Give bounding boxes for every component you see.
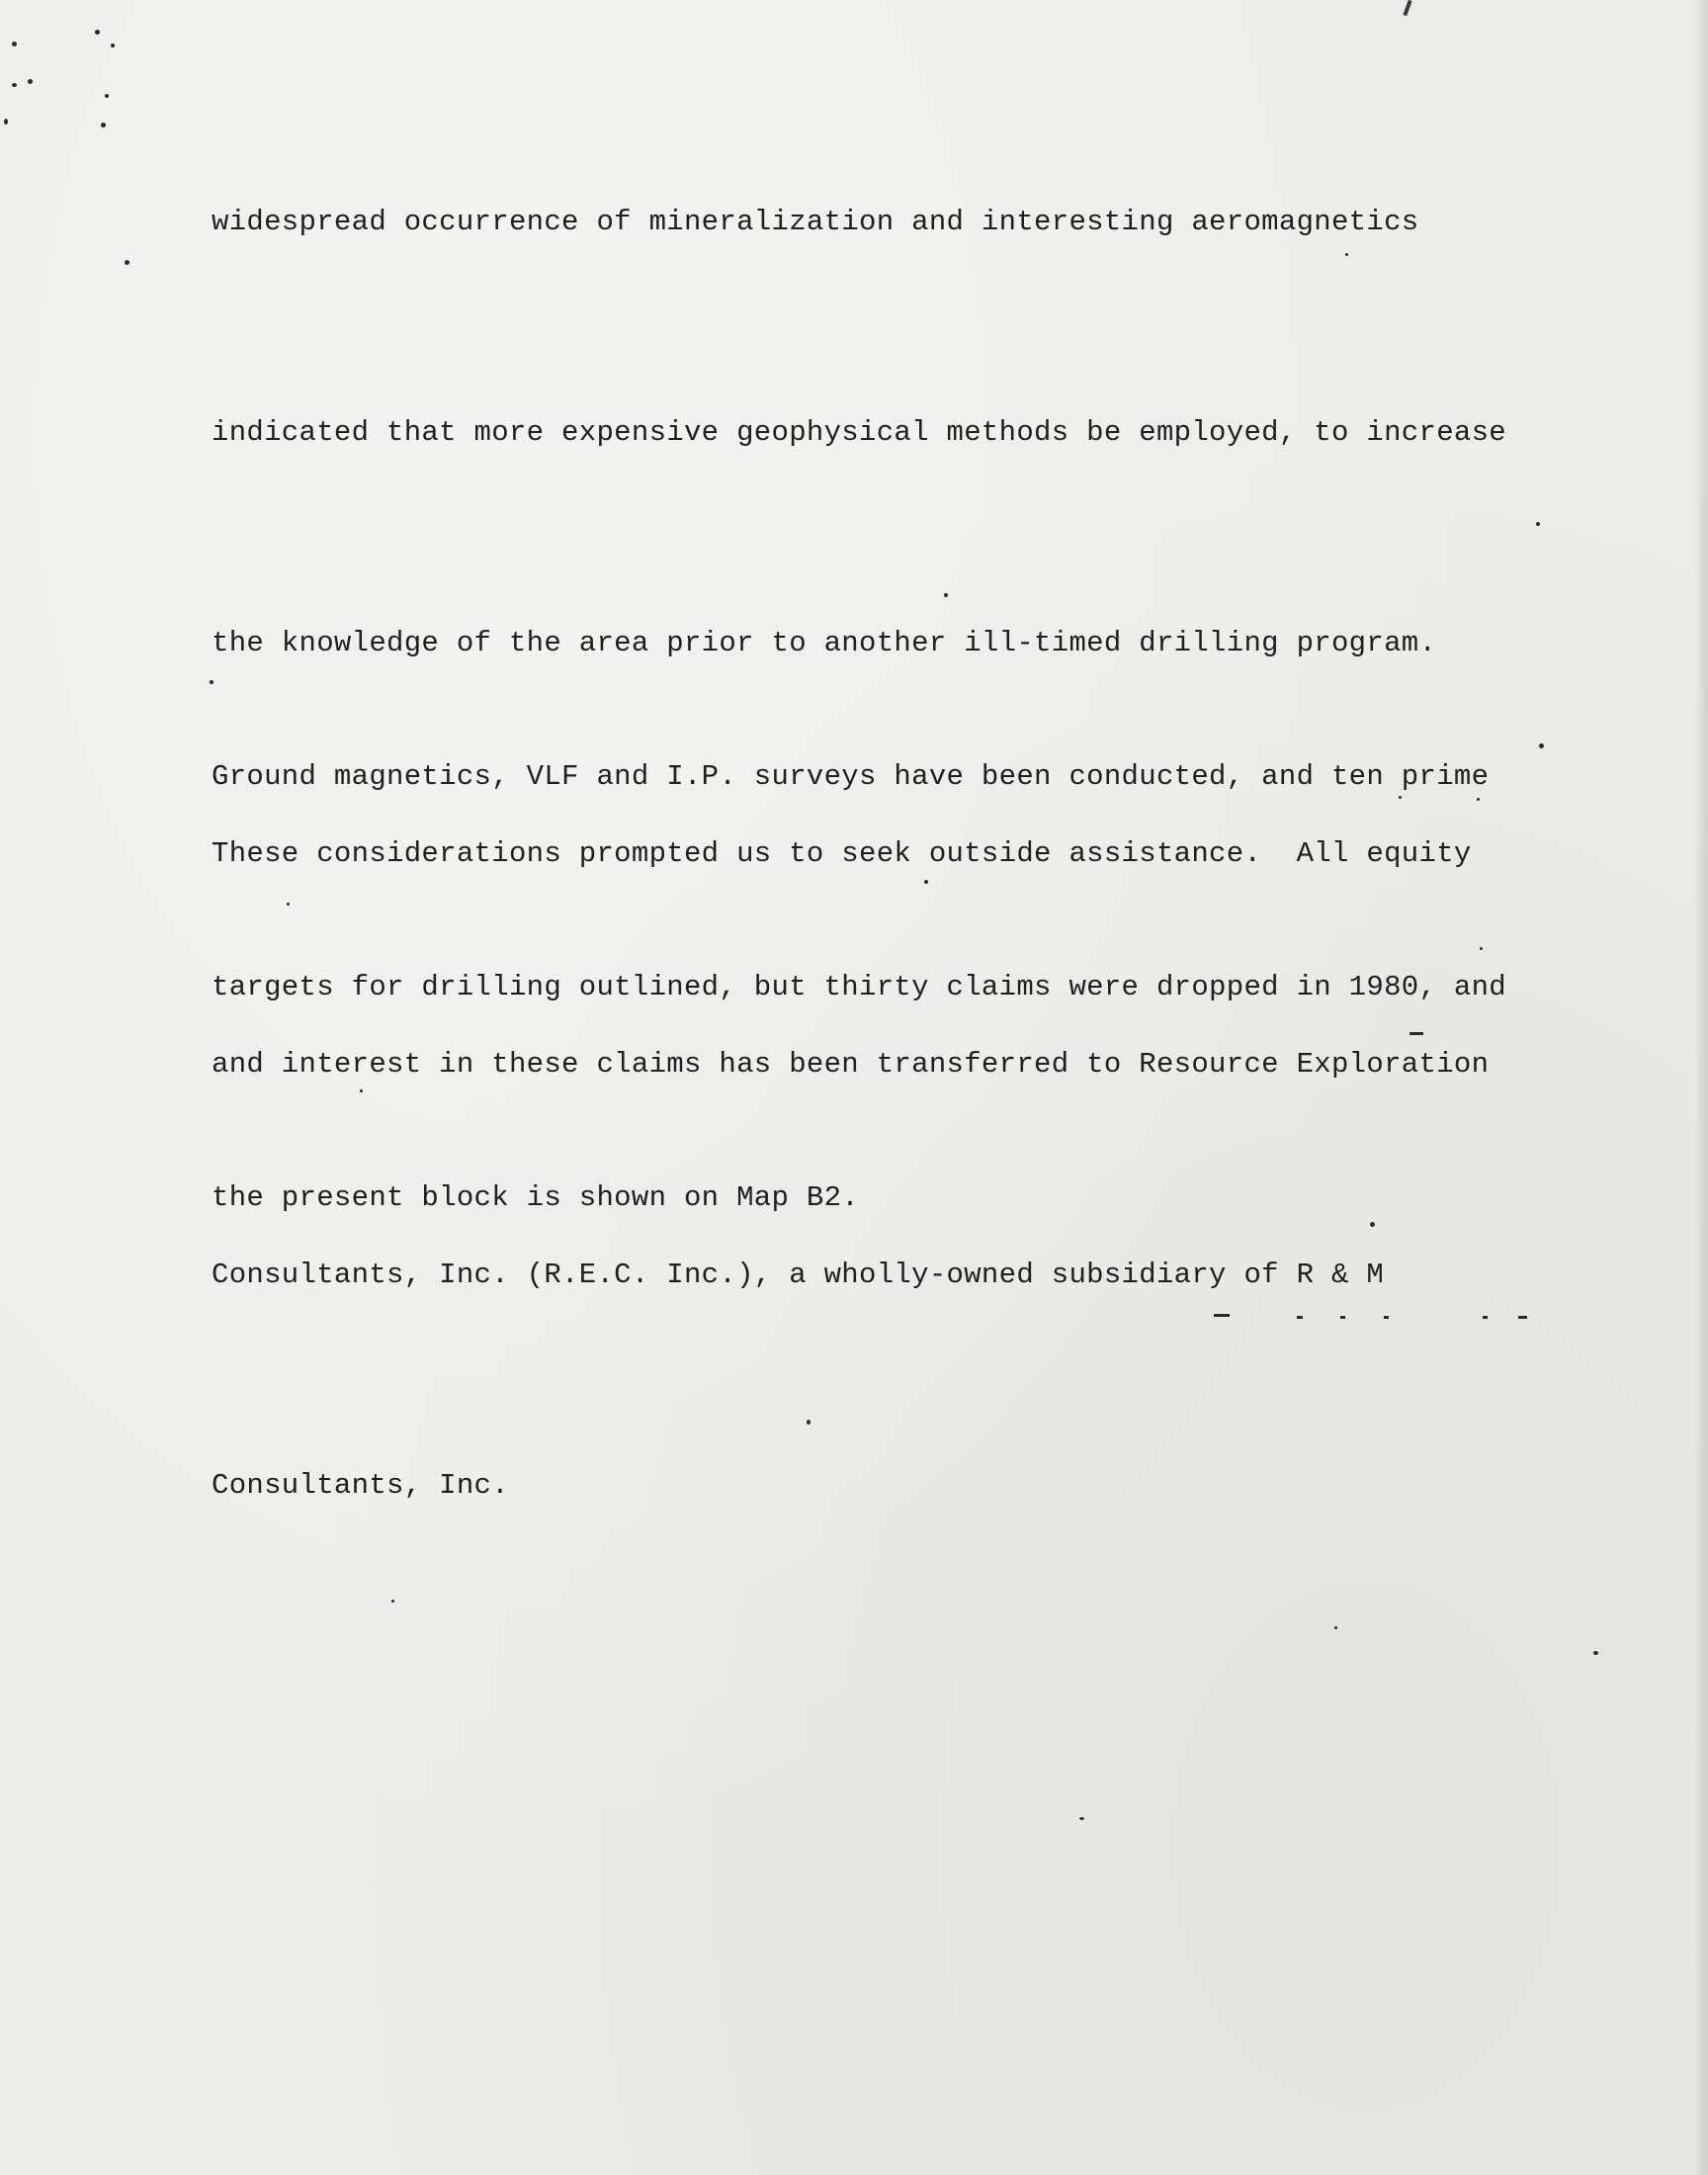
scan-dash: [1340, 1316, 1345, 1319]
scan-speck: [1370, 1222, 1375, 1227]
scan-speck: [1480, 947, 1483, 950]
page-corner-mark: [1403, 0, 1411, 16]
scan-edge-shadow: [1694, 0, 1708, 2175]
text-line: Consultants, Inc.: [212, 1469, 509, 1502]
scan-speck: [125, 260, 129, 265]
text-line: widespread occurrence of mineralization and interesting aeromagnetics: [212, 206, 1419, 238]
text-line: indicated that more expensive geophysical methods be employed, to increase: [212, 416, 1507, 449]
text-line: Consultants, Inc. (R.E.C. Inc.), a wholly-owned subsidiary of R & M: [212, 1259, 1385, 1291]
paragraph-surveys: [212, 601, 1645, 1373]
scan-speck: [924, 880, 928, 884]
scan-speck: [1539, 743, 1544, 748]
scan-dash: [1483, 1316, 1488, 1319]
scan-dash: [1214, 1314, 1230, 1317]
scan-speck: [1593, 1651, 1598, 1655]
text-line: These considerations prompted us to seek outside assistance. All equity: [212, 837, 1472, 870]
text-line: the knowledge of the area prior to another ill-timed drilling program.: [212, 627, 1437, 659]
scan-speck: [1477, 798, 1480, 801]
scan-speck: [95, 30, 100, 35]
scan-speck: [12, 83, 17, 87]
scan-speck: [4, 119, 8, 125]
scan-speck: [360, 1089, 363, 1092]
scan-speck: [101, 123, 106, 128]
scan-speck: [287, 903, 290, 906]
scan-dash: [1384, 1316, 1389, 1319]
scan-dash: [1518, 1316, 1527, 1319]
text-line: and interest in these claims has been transferred to Resource Exploration: [212, 1048, 1490, 1081]
scan-speck: [105, 94, 109, 98]
text-line: the present block is shown on Map B2.: [212, 1181, 860, 1214]
scan-speck: [1536, 522, 1540, 526]
scan-dash: [1297, 1316, 1303, 1319]
scan-speck: [391, 1600, 394, 1603]
scan-dash: [1409, 1032, 1423, 1035]
scan-speck: [111, 44, 115, 47]
scan-speck: [12, 42, 17, 46]
text-line: targets for drilling outlined, but thirty claims were dropped in 1980, and: [212, 971, 1507, 1003]
scan-speck: [1345, 253, 1348, 256]
scan-speck: [807, 1420, 811, 1425]
scan-speck: [944, 593, 948, 597]
scan-speck: [1079, 1817, 1084, 1820]
scan-speck: [1399, 796, 1402, 799]
scan-speck: [210, 680, 214, 684]
scan-speck: [1334, 1626, 1337, 1629]
text-line: Ground magnetics, VLF and I.P. surveys have been conducted, and ten prime: [212, 760, 1490, 793]
scan-speck: [28, 79, 33, 84]
